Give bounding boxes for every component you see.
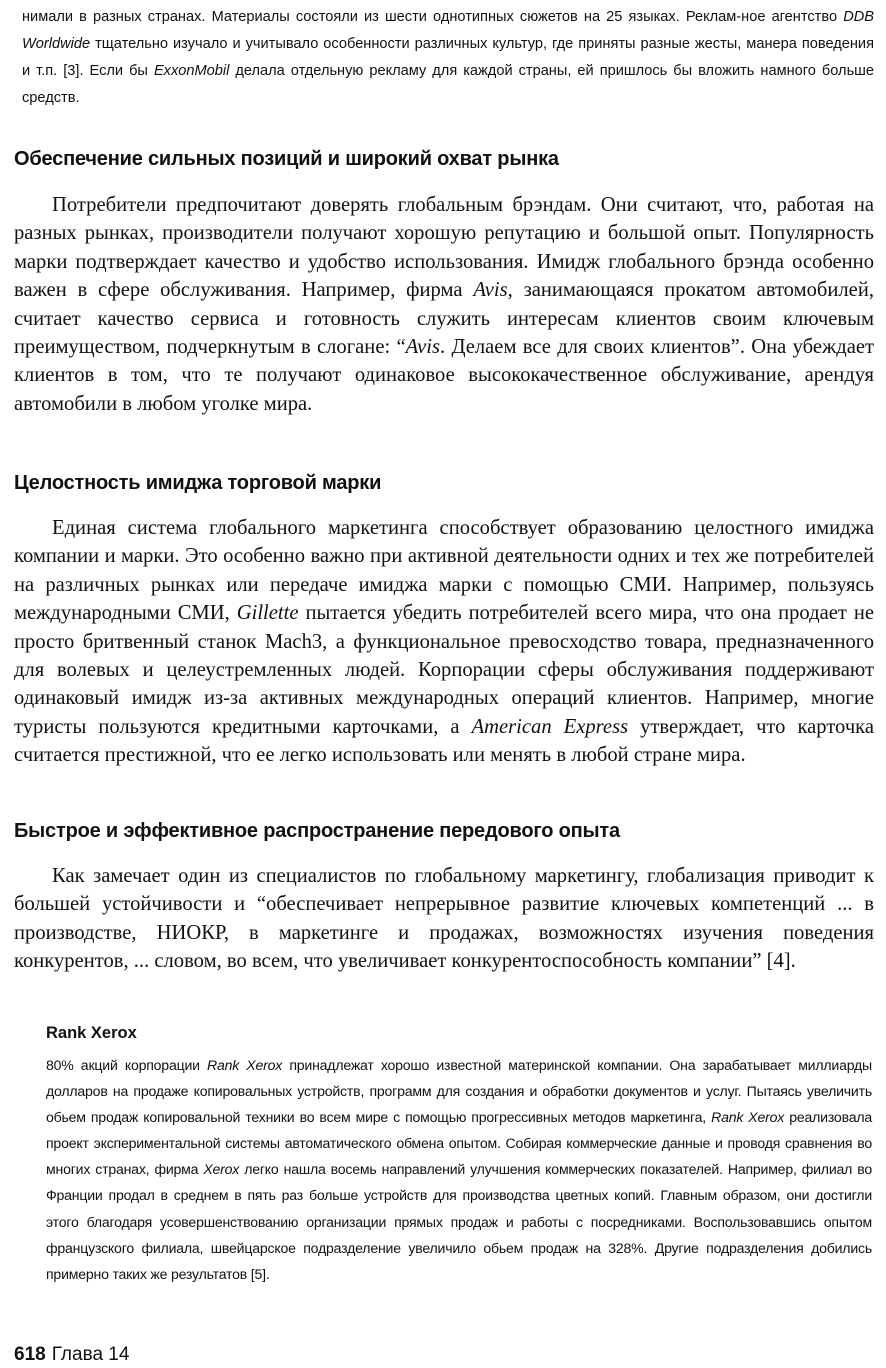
intro-text-3: делала отдельную рекламу для каждой страны, ей пришлось бы вложить намного больше средств. (22, 63, 874, 106)
intro-text-1: нимали в разных странах. Материалы состояли из шести однотипных сюжетов на 25 языках. Реклам-ное агентство (22, 9, 844, 25)
section-body-market-coverage (14, 191, 874, 418)
box-text: 80% акций корпорации (46, 1057, 207, 1073)
intro-brand-ddb: DDB Worldwide (22, 9, 874, 52)
section-body-best-practices (14, 862, 874, 976)
page-number: 618 (14, 1344, 46, 1365)
brand-avis-slogan: Avis (405, 336, 440, 359)
brand-american-express: American Express (471, 715, 629, 738)
body-text: пытается убедить потребителей всего мира, что она продает не просто бритвенный станок Mach3, а функциональное превосходство товара, предназначенного для волевых и целеустремленных людей. Корпорации сферы обслуживания поддерживают одинаковый имидж из-за активных международных операций клиентов. Например, многие туристы пользуются кредитными карточками, а (14, 602, 874, 738)
box-text: легко нашла восемь направлений улучшения коммерческих показателей. Например, филиал во Франции продал в среднем в пять раз больше устройств для производства цветных копий. Главным образом, они достигли этого благодаря усовершенствованию организации прямых продаж и работы с посредниками. Воспользовавшись опытом французского филиала, швейцарское подразделение увеличило обьем продаж на 328%. Другие подразделения добились примерно таких же результатов [5]. (46, 1161, 872, 1282)
brand-avis: Avis (473, 279, 508, 302)
brand-xerox: Xerox (203, 1161, 240, 1178)
intro-brand-exxon: ExxonMobil (153, 63, 230, 79)
intro-text-2: тщательно изучало и учитывало особенности различных культур, где приняты разные жесты, манера поведения и т.п. [3]. Если бы (22, 36, 874, 79)
page-footer (14, 1344, 129, 1366)
section-heading-market-coverage: Обеспечение сильных позиций и широкий охват рынка (14, 148, 559, 170)
box-text: принадлежат хорошо известной материнской компании. Она зарабатывает миллиарды долларов на продаже копировальных устройств, программ для создания и обработки документов и услуг. Пытаясь увеличить обьем продаж копировальной техники во всем мире с помощью прогрессивных методов маркетинга, (46, 1057, 872, 1126)
intro-paragraph (22, 4, 874, 112)
case-box-text (46, 1052, 872, 1287)
section-heading-brand-image: Целостность имиджа торговой марки (14, 472, 382, 494)
brand-rank-xerox: Rank Xerox (207, 1057, 283, 1073)
body-text: . Делаем все для своих клиентов”. Она убеждает клиентов в том, что те получают одинаковое высококачественное обслуживание, арендуя автомобили в любом уголке мира. (14, 336, 874, 415)
case-box-title: Rank Xerox (46, 1024, 137, 1042)
section-heading-best-practices: Быстрое и эффективное распространение передового опыта (14, 820, 620, 842)
body-text: Как замечает один из специалистов по глобальному маркетингу, глобализация приводит к большей устойчивости и “обеспечивает непрерывное развитие ключевых компетенций ... в производстве, НИОКР, в маркетинге и продажах, возможностях изучения поведения конкурентов, ... словом, во всем, что увеличивает конкурентоспособность компании” [4]. (14, 865, 874, 973)
body-text: Единая система глобального маркетинга способствует образованию целостного имиджа компании и марки. Это особенно важно при активной деятельности одних и тех же потребителей на различных рынках или передаче имиджа марки с помощью СМИ. Например, пользуясь международными СМИ, (14, 517, 874, 625)
body-text: , занимающаяся прокатом автомобилей, считает качество сервиса и готовность служить интересам клиентов своим ключевым преимуществом, подчеркнутым в слогане: “ (14, 279, 874, 359)
chapter-label: Глава 14 (51, 1344, 130, 1365)
brand-rank-xerox: Rank Xerox (711, 1109, 785, 1126)
box-text: реализовала проект экспериментальной системы автоматического обмена опытом. Собирая коммерческие данные и проводя сравнения во многих странах, фирма (46, 1109, 872, 1178)
body-text: Потребители предпочитают доверять глобальным брэндам. Они считают, что, работая на разных рынках, производители получают хорошую репутацию и большой опыт. Популярность марки подтверждает качество и удобство использования. Имидж глобального брэнда особенно важен в сфере обслуживания. Например, фирма (14, 194, 874, 302)
section-body-brand-image (14, 514, 874, 770)
brand-gillette: Gillette (236, 602, 299, 625)
body-text: утверждает, что карточка считается престижной, что ее легко использовать или менять в любой стране мира. (14, 715, 875, 767)
